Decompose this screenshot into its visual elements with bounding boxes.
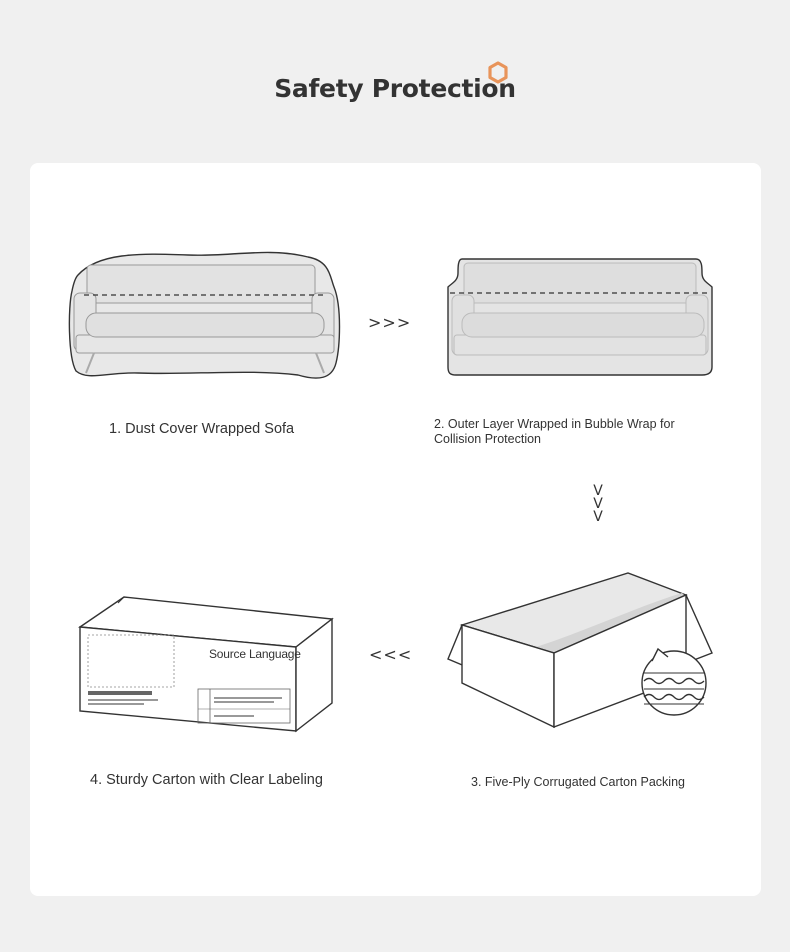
- labeled-carton-icon: [78, 593, 334, 735]
- packing-steps-card: [30, 163, 761, 896]
- step-4-caption: 4. Sturdy Carton with Clear Labeling: [90, 772, 323, 788]
- carton-label-text: Source Language: [209, 647, 301, 661]
- arrow-down-glyph: V: [593, 496, 603, 512]
- hexagon-icon: [486, 60, 510, 86]
- step-3-caption: 3. Five-Ply Corrugated Carton Packing: [471, 775, 685, 789]
- arrow-left: <<<: [369, 645, 413, 664]
- arrow-down-glyph: V: [593, 483, 603, 499]
- arrow-down-glyph: V: [593, 509, 603, 525]
- dust-cover-sofa-icon: [68, 247, 342, 383]
- step-2-caption: 2. Outer Layer Wrapped in Bubble Wrap for Collision Protection: [434, 417, 675, 446]
- title-area: [0, 58, 790, 128]
- arrow-right: >>>: [368, 313, 412, 332]
- corrugated-carton-icon: [446, 571, 716, 731]
- arrow-down: [588, 485, 608, 524]
- step-1-caption: 1. Dust Cover Wrapped Sofa: [109, 421, 295, 437]
- page-title: Safety Protection: [274, 74, 516, 103]
- bubble-wrap-sofa-icon: [446, 255, 714, 377]
